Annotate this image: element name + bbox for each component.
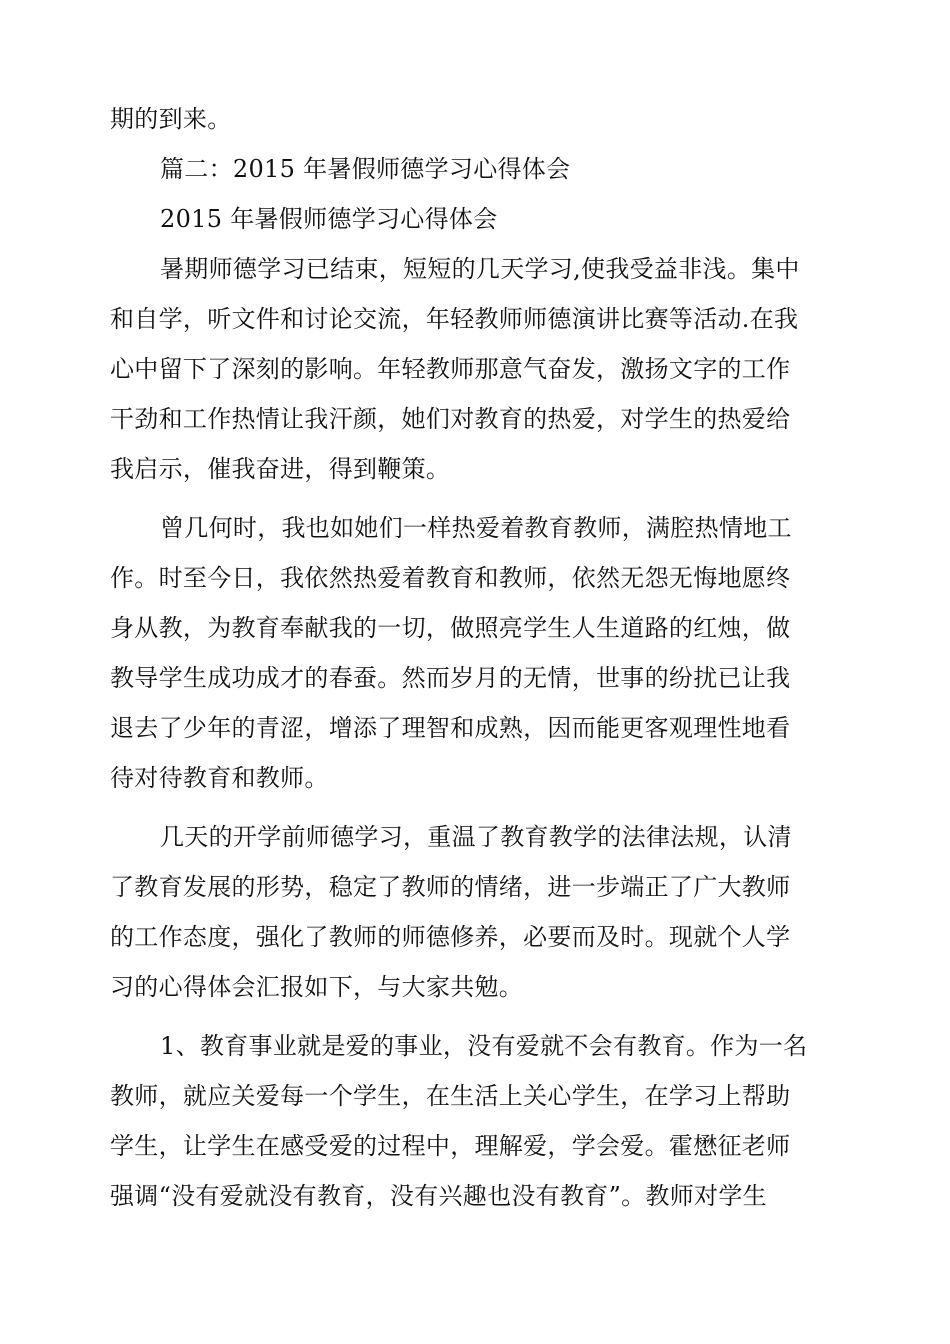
text-line: 的工作态度，强化了教师的师德修养，必要而及时。现就个人学 [110,923,791,951]
text-line: 待对待教育和教师。 [110,764,329,792]
text-line: 了教育发展的形势，稳定了教师的情绪，进一步端正了广大教师 [110,873,791,901]
text-line: 1、教育事业就是爱的事业，没有爱就不会有教育。作为一名 [160,1032,808,1060]
text-line: 干劲和工作热情让我汗颜，她们对教育的热爱，对学生的热爱给 [110,405,791,433]
text-line: 期的到来。 [110,105,232,133]
text-line: 教师，就应关爱每一个学生，在生活上关心学生，在学习上帮助 [110,1082,791,1110]
text-line: 习的心得体会汇报如下，与大家共勉。 [110,973,524,1001]
text-line: 身从教，为教育奉献我的一切，做照亮学生人生道路的红烛，做 [110,614,791,642]
text-line: 作。时至今日，我依然热爱着教育和教师，依然无怨无悔地愿终 [110,564,791,592]
text-line: 暑期师德学习已结束，短短的几天学习,使我受益非浅。集中 [160,255,800,283]
text-line: 曾几何时，我也如她们一样热爱着教育教师，满腔热情地工 [160,514,792,542]
text-line: 强调“没有爱就没有教育，没有兴趣也没有教育”。教师对学生 [110,1182,767,1210]
text-line: 学生，让学生在感受爱的过程中，理解爱，学会爱。霍懋征老师 [110,1132,791,1160]
text-line: 和自学，听文件和讨论交流，年轻教师师德演讲比赛等活动.在我 [110,305,799,333]
section-heading: 篇二：2015 年暑假师德学习心得体会 [160,155,571,183]
text-line: 几天的开学前师德学习，重温了教育教学的法律法规，认清 [160,823,792,851]
text-line: 教导学生成功成才的春蚕。然而岁月的无情，世事的纷扰已让我 [110,664,791,692]
article-title: 2015 年暑假师德学习心得体会 [160,205,498,233]
text-line: 退去了少年的青涩，增添了理智和成熟，因而能更客观理性地看 [110,714,791,742]
document-body [110,94,840,1221]
text-line: 我启示，催我奋进，得到鞭策。 [110,455,451,483]
text-line: 心中留下了深刻的影响。年轻教师那意气奋发，激扬文字的工作 [110,355,791,383]
